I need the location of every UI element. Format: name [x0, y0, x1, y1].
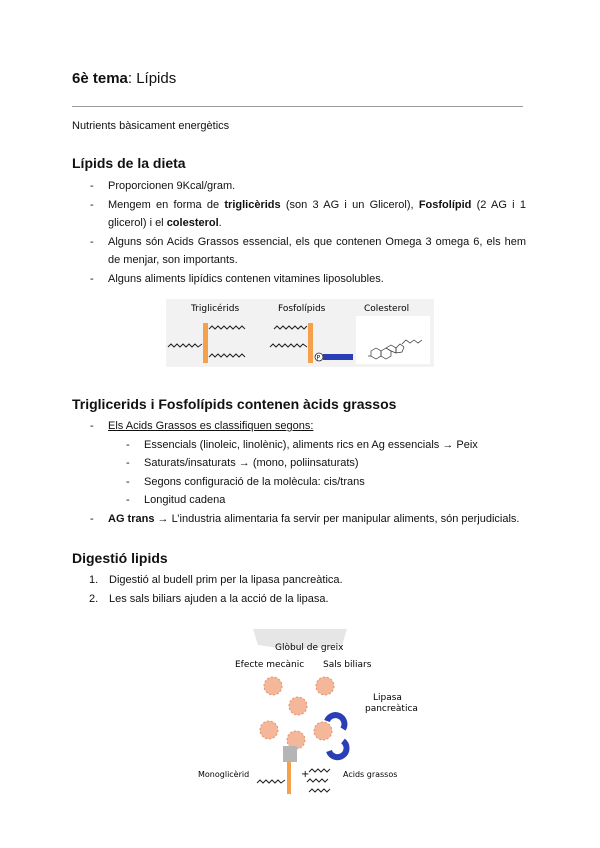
list-item [72, 233, 526, 270]
sublist-item [72, 436, 532, 455]
label-lipasa: Lipasa [373, 693, 402, 703]
fat-droplet [314, 722, 332, 740]
item-number: 2. [89, 592, 99, 605]
item-text: Alguns són Acids Grassos essencial, els que contenen Omega 3 omega 6, els hem de menjar, son importants. [108, 235, 526, 266]
title-rest: : Lípids [127, 70, 177, 87]
head-group-bar [323, 354, 353, 360]
label-trigliceridis: Triglicérids [191, 304, 240, 314]
item-text: (son 3 AG i un Glicerol), [280, 198, 419, 211]
item-text: Longitud cadena [144, 494, 226, 506]
item-text: Els Acids Grassos es classifiquen segons: [108, 420, 314, 432]
fatty-acid-chain [309, 789, 330, 792]
bullet: - [90, 272, 94, 285]
lipid-types-figure [166, 299, 434, 367]
fatty-acid-chain [257, 780, 285, 783]
bullet: - [126, 494, 130, 506]
list-item [72, 196, 526, 233]
dieta-list [72, 177, 526, 288]
item-text: Alguns aliments lipídics contenen vitamines liposolubles. [108, 272, 384, 285]
glycerol-bar [287, 762, 291, 794]
label-acids-grassos: Acids grassos [343, 770, 398, 779]
subtitle: Nutrients bàsicament energètics [72, 120, 230, 132]
list-item [72, 510, 532, 529]
item-text: Saturats/insaturats → (mono, poliinsaturats) [144, 457, 359, 469]
glycerol-block [283, 746, 297, 762]
fat-droplet [260, 721, 278, 739]
glycerol-bar [203, 323, 208, 363]
fatty-acid-chain [307, 779, 328, 782]
heading-trigliceridis-fosfolipids: Triglicerids i Fosfolípids contenen àcids grassos [72, 396, 397, 412]
bold-term: colesterol [166, 217, 219, 229]
label-globul-greix: Glòbul de greix [275, 643, 344, 653]
bullet: - [90, 512, 94, 525]
sublist-item [72, 473, 532, 492]
fat-droplet [264, 677, 282, 695]
sublist-item [72, 491, 532, 510]
glycerol-bar [308, 323, 313, 363]
fatty-acids-list [72, 417, 532, 528]
bullet: - [90, 180, 94, 192]
fat-droplet [289, 697, 307, 715]
item-text: Segons configuració de la molècula: cis/trans [144, 475, 365, 488]
fat-droplets [260, 677, 334, 749]
label-colesterol: Colesterol [364, 304, 410, 314]
heading-digestio-lipids: Digestió lipids [72, 550, 168, 566]
bullet: - [126, 438, 130, 451]
label-monoglicerid: Monoglicèrid [198, 770, 250, 779]
cholesterol-panel [356, 316, 430, 364]
bold-term: Fosfolípid [418, 198, 472, 211]
fat-droplet [316, 677, 334, 695]
item-text: → L’industria alimentaria fa servir per manipular aliments, són perjudicials. [154, 512, 520, 525]
bullet: - [126, 457, 130, 469]
item-text: (2 AG i 1 glicerol) i el [108, 198, 526, 229]
item-text: Proporcionen 9Kcal/gram. [108, 180, 236, 192]
bullet: - [90, 235, 94, 248]
list-item [72, 417, 532, 510]
sublist-item [72, 454, 532, 473]
phosphate-label: P [316, 354, 321, 362]
item-text: . [218, 217, 222, 229]
item-text: Digestió al budell prim per la lipasa pancreàtica. [109, 574, 343, 586]
title-number: 6è tema [72, 70, 128, 87]
bullet: - [126, 475, 130, 488]
label-efecte-mecanic: Efecte mecànic [235, 660, 305, 670]
title-divider [72, 106, 523, 107]
item-text: Mengem en forma de [108, 198, 225, 211]
classification-sublist [72, 436, 532, 510]
label-fosfolipids: Fosfolípids [278, 304, 326, 314]
bold-term: triglicèrids [224, 198, 281, 211]
label-pancreatica: pancreàtica [365, 704, 418, 714]
bullet: - [90, 198, 94, 211]
item-text: Essencials (linoleic, linolènic), aliments rics en Ag essencials → Peix [144, 438, 478, 451]
digestion-figure [195, 625, 435, 797]
bullet: - [90, 420, 94, 432]
item-text: Les sals biliars ajuden a la acció de la lipasa. [109, 592, 329, 605]
item-number: 1. [89, 574, 99, 586]
digestion-list [72, 571, 526, 608]
label-plus: + [301, 769, 310, 780]
list-item [72, 270, 526, 289]
list-item [72, 177, 526, 196]
page-title [72, 70, 176, 87]
heading-lipids-dieta: Lípids de la dieta [72, 155, 186, 171]
bold-term: AG trans [108, 512, 155, 525]
list-item [72, 590, 526, 609]
list-item [72, 571, 526, 590]
label-sals-biliars: Sals biliars [323, 660, 372, 670]
fatty-acid-chain [309, 769, 330, 772]
